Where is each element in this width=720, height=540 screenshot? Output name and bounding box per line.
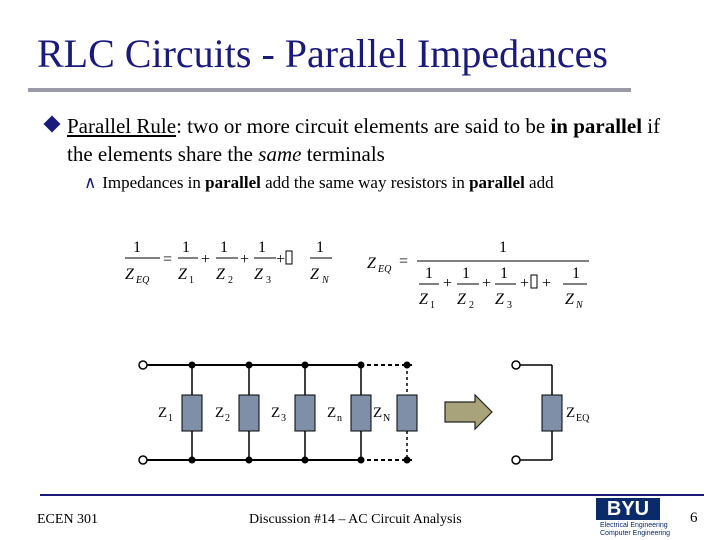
sub-text-2: add the same way resistors in	[260, 173, 470, 192]
eq2-sub-2: 2	[469, 300, 474, 311]
footer-title: Discussion #14 – AC Circuit Analysis	[249, 512, 462, 527]
impedance-branches	[158, 362, 417, 464]
impedance-element-2	[239, 395, 259, 431]
eq2-plus-4: +	[542, 275, 552, 292]
eq2-frac-3	[495, 265, 516, 311]
impedance-element-1	[182, 395, 202, 431]
impedance-label-3: Z	[271, 405, 281, 421]
node-top-3	[302, 362, 309, 369]
eq2-num-3: 1	[500, 265, 508, 282]
eq2-equals: =	[399, 253, 409, 270]
eq2-num-n: 1	[572, 265, 580, 282]
zeq-label: Z	[566, 405, 576, 421]
node-bottom-2	[246, 457, 253, 464]
fraction-z1	[178, 239, 198, 286]
title-divider	[28, 88, 631, 92]
eq1-num-0: 1	[133, 239, 141, 256]
bullet-italic: same	[258, 142, 302, 166]
impedance-label-sub-2: 2	[225, 413, 230, 424]
course-code: ECEN 301	[37, 512, 99, 527]
fraction-z3	[254, 239, 276, 286]
node-bottom-5	[404, 457, 411, 464]
eq1-sub-n: N	[322, 275, 329, 286]
term-colon: :	[176, 114, 182, 138]
eq2-plus-3: +	[520, 275, 530, 292]
eq2-zn: Z	[565, 291, 574, 308]
byu-logo	[596, 498, 671, 538]
equivalence-arrow-icon	[445, 395, 492, 429]
eq1-plus-1: +	[201, 251, 211, 268]
eq1-zeq: Z	[125, 266, 134, 283]
eq1-num-2: 1	[220, 239, 228, 256]
eq2-z3: Z	[495, 291, 504, 308]
eq2-num-1: 1	[425, 265, 433, 282]
main-bullet	[46, 112, 686, 168]
eq2-frac-2	[457, 265, 479, 311]
eq2-num-2: 1	[462, 265, 470, 282]
zeq-element	[542, 395, 562, 431]
eq1-sub-3: 3	[266, 275, 271, 286]
terminal-bottom	[139, 456, 147, 464]
term-parallel-rule: Parallel Rule	[67, 114, 177, 138]
node-top-1	[189, 362, 196, 369]
eq2-z1: Z	[419, 291, 428, 308]
impedance-label-5: Z	[373, 405, 383, 421]
ellipsis-placeholder-icon	[286, 251, 292, 264]
impedance-element-5	[397, 395, 417, 431]
eq2-zeq-sub: EQ	[378, 264, 392, 275]
diamond-bullet-icon	[44, 116, 61, 133]
eq-terminal-top	[512, 361, 520, 369]
fraction-zn	[310, 239, 332, 286]
sub-text-3: add	[524, 173, 554, 192]
eq2-zeq: Z	[367, 255, 376, 272]
node-top-4	[358, 362, 365, 369]
eq1-equals: =	[163, 251, 173, 268]
eq1-zn: Z	[310, 266, 319, 283]
impedance-label-sub-5: N	[383, 413, 391, 424]
node-bottom-4	[358, 457, 365, 464]
sub-bold-1: parallel	[205, 173, 261, 192]
eq1-sub-1: 1	[189, 275, 194, 286]
zeq-equation	[365, 234, 595, 314]
sub-bullet	[84, 173, 554, 193]
parallel-circuit-diagram	[130, 355, 610, 475]
eq-terminal-bottom	[512, 456, 520, 464]
impedance-label-2: Z	[215, 405, 225, 421]
main-bullet-text	[67, 112, 686, 168]
eq2-top-one: 1	[499, 239, 507, 256]
bullet-text-2: if the elements share the	[67, 114, 661, 166]
eq2-plus-2: +	[482, 275, 492, 292]
eq2-plus-1: +	[443, 275, 453, 292]
logo-line-2: Computer Engineering	[600, 530, 671, 537]
sub-text-1: Impedances in	[102, 173, 206, 192]
fraction-z2	[216, 239, 238, 286]
eq1-plus-3: +	[276, 251, 286, 268]
node-bottom-3	[302, 457, 309, 464]
eq2-ellipsis-placeholder-icon	[531, 275, 537, 288]
eq2-frac-n	[563, 265, 587, 311]
eq1-zeq-sub: EQ	[136, 275, 150, 286]
impedance-label-4: Z	[327, 405, 337, 421]
eq2-frac-1	[419, 265, 439, 311]
eq2-sub-1: 1	[430, 300, 435, 311]
logo-line-1: Electrical Engineering	[600, 522, 668, 529]
impedance-label-sub-3: 3	[281, 413, 286, 424]
bullet-text-3: terminals	[301, 142, 385, 166]
eq1-plus-2: +	[240, 251, 250, 268]
zeq-label-sub: EQ	[576, 413, 590, 424]
node-top-2	[246, 362, 253, 369]
impedance-label-1: Z	[158, 405, 168, 421]
impedance-element-3	[295, 395, 315, 431]
eq1-z1: Z	[178, 266, 187, 283]
eq2-sub-3: 3	[507, 300, 512, 311]
eq1-num-3: 1	[258, 239, 266, 256]
eq1-z3: Z	[254, 266, 263, 283]
impedance-element-4	[351, 395, 371, 431]
sub-bold-2: parallel	[469, 173, 525, 192]
sub-bullet-icon: ∧	[84, 173, 97, 192]
node-top-5	[404, 362, 411, 369]
eq1-num-1: 1	[182, 239, 190, 256]
fraction-lhs	[125, 239, 160, 286]
bullet-bold-1: in parallel	[550, 114, 643, 138]
eq1-z2: Z	[216, 266, 225, 283]
eq2-z2: Z	[457, 291, 466, 308]
eq1-sub-2: 2	[228, 275, 233, 286]
impedance-label-sub-1: 1	[168, 413, 173, 424]
footer-divider	[40, 494, 704, 496]
byu-logo-mark: BYU	[596, 498, 660, 520]
impedance-label-sub-4: n	[337, 413, 342, 424]
page-number: 6	[690, 510, 698, 526]
bullet-text-1: two or more circuit elements are said to be	[181, 114, 551, 138]
node-bottom-1	[189, 457, 196, 464]
terminal-top	[139, 361, 147, 369]
slide-title: RLC Circuits - Parallel Impedances	[37, 31, 608, 76]
eq1-num-n: 1	[316, 239, 324, 256]
eq2-sub-n: N	[576, 300, 583, 311]
reciprocal-sum-equation	[120, 234, 340, 294]
